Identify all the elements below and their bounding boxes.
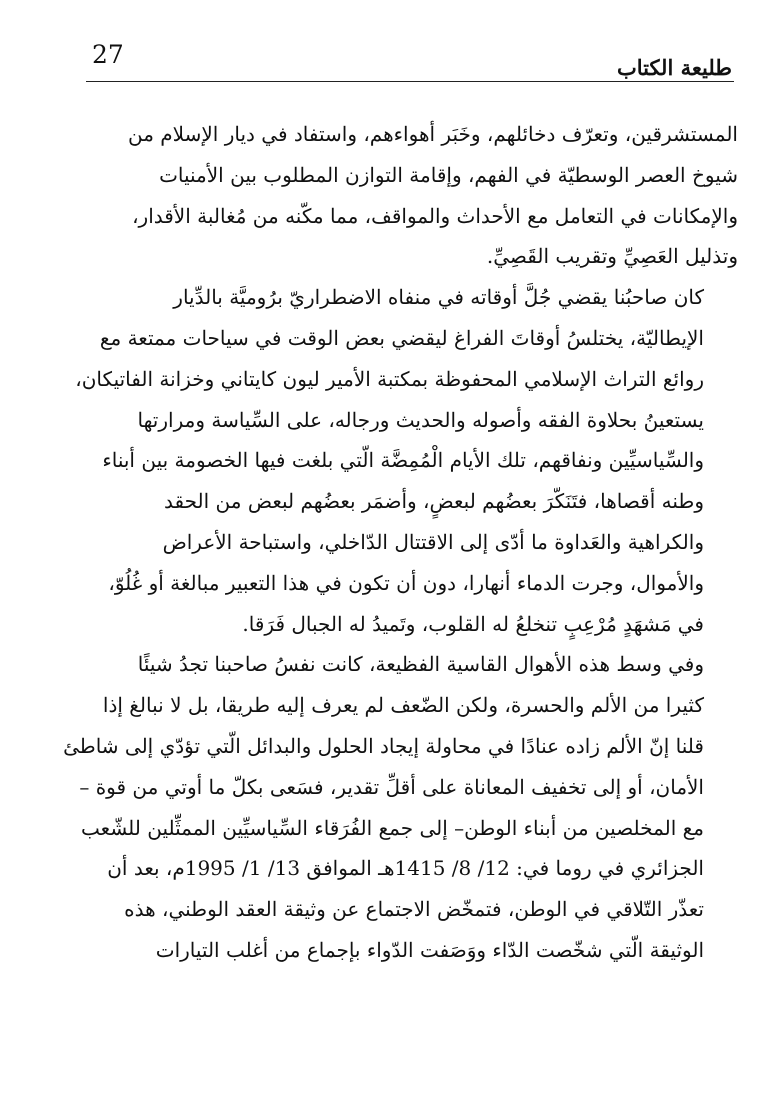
header-rule: [86, 81, 734, 82]
paragraph: [36, 114, 738, 277]
text-line: الوثيقة الّتي شخّصت الدّاء ووَصَفت الدّواء بإجماع من أغلب التيارات: [155, 937, 704, 962]
text-line: روائع التراث الإسلامي المحفوظة بمكتبة الأمير ليون كايتاني وخزانة الفاتيكان،: [75, 366, 704, 391]
text-line: وفي وسط هذه الأهوال القاسية الفظيعة، كانت نفسُ صاحبنا تجدُ شيئًا: [137, 652, 704, 677]
text-line: الأمان، أو إلى تخفيف المعاناة على أقلِّ تقدير، فسَعى بكلّ ما أوتي من قوة –: [79, 774, 704, 799]
text-line: وتذليل العَصِيِّ وتقريب القَصِيِّ.: [486, 244, 738, 269]
text-line: تعذّر التّلاقي في الوطن، فتمخّض الاجتماع عن وثيقة العقد الوطني، هذه: [124, 897, 704, 922]
paragraph: [36, 644, 738, 970]
text-line: والسِّياسيِّين ونفاقهم، تلك الأيام الْمُمِضَّة الّتي بلغت فيها الخصومة بين أبناء: [102, 448, 704, 473]
page-number: 27: [92, 40, 124, 69]
text-line: شيوخ العصر الوسطيّة في الفهم، وإقامة التوازن المطلوب بين الأمنيات: [159, 162, 738, 187]
text-line: والكراهية والعَداوة ما أدّى إلى الاقتتال الدّاخلي، واستباحة الأعراض: [162, 529, 704, 554]
text-line: الإيطاليّة، يختلسُ أوقاتَ الفراغ ليقضي بعض الوقت في سياحات ممتعة مع: [99, 325, 704, 350]
text-line: الجزائري في روما في: 12/ 8/ 1415هـ الموافق 13/ 1/ 1995م، بعد أن: [107, 856, 704, 881]
text-line: والإمكانات في التعامل مع الأحداث والمواقف، مما مكّنه من مُغالبة الأقدار،: [132, 203, 738, 228]
paragraph: [36, 277, 738, 644]
text-line: كثيرا من الألم والحسرة، ولكن الضّعف لم يعرف إليه طريقا، بل لا نبالغ إذا: [102, 693, 704, 718]
text-line: في مَشهَدٍ مُرْعِبٍ تنخلعُ له القلوب، وتَميدُ له الجبال فَرَقا.: [242, 611, 704, 636]
page-header: [86, 40, 734, 82]
text-line: يستعينُ بحلاوة الفقه وأصوله والحديث ورجاله، على السِّياسة ومرارتها: [137, 407, 704, 432]
text-line: مع المخلصين من أبناء الوطن– إلى جمع الفُرَقاء السِّياسيِّين الممثِّلين للشّعب: [81, 815, 704, 840]
text-line: المستشرقين، وتعرّف دخائلهم، وخَبَر أهواءهم، واستفاد في ديار الإسلام من: [128, 122, 738, 146]
body-text: [36, 114, 738, 971]
text-line: وطنه أقصاها، فتَنَكّرَ بعضُهم لبعضٍ، وأضمَر بعضُهم لبعض من الحقد: [163, 489, 704, 514]
text-line: كان صاحبُنا يقضي جُلَّ أوقاته في منفاه الاضطراريّ برُوميَّة بالدِّيار: [173, 285, 704, 310]
text-line: والأموال، وجرت الدماء أنهارا، دون أن تكون في هذا التعبير مبالغة أو غُلُوّ،: [108, 570, 704, 595]
running-title: طليعة الكتاب: [616, 55, 732, 80]
text-line: قلنا إنّ الألم زاده عنادًا في محاولة إيجاد الحلول والبدائل الّتي تؤدّي إلى شاطئ: [63, 733, 704, 758]
